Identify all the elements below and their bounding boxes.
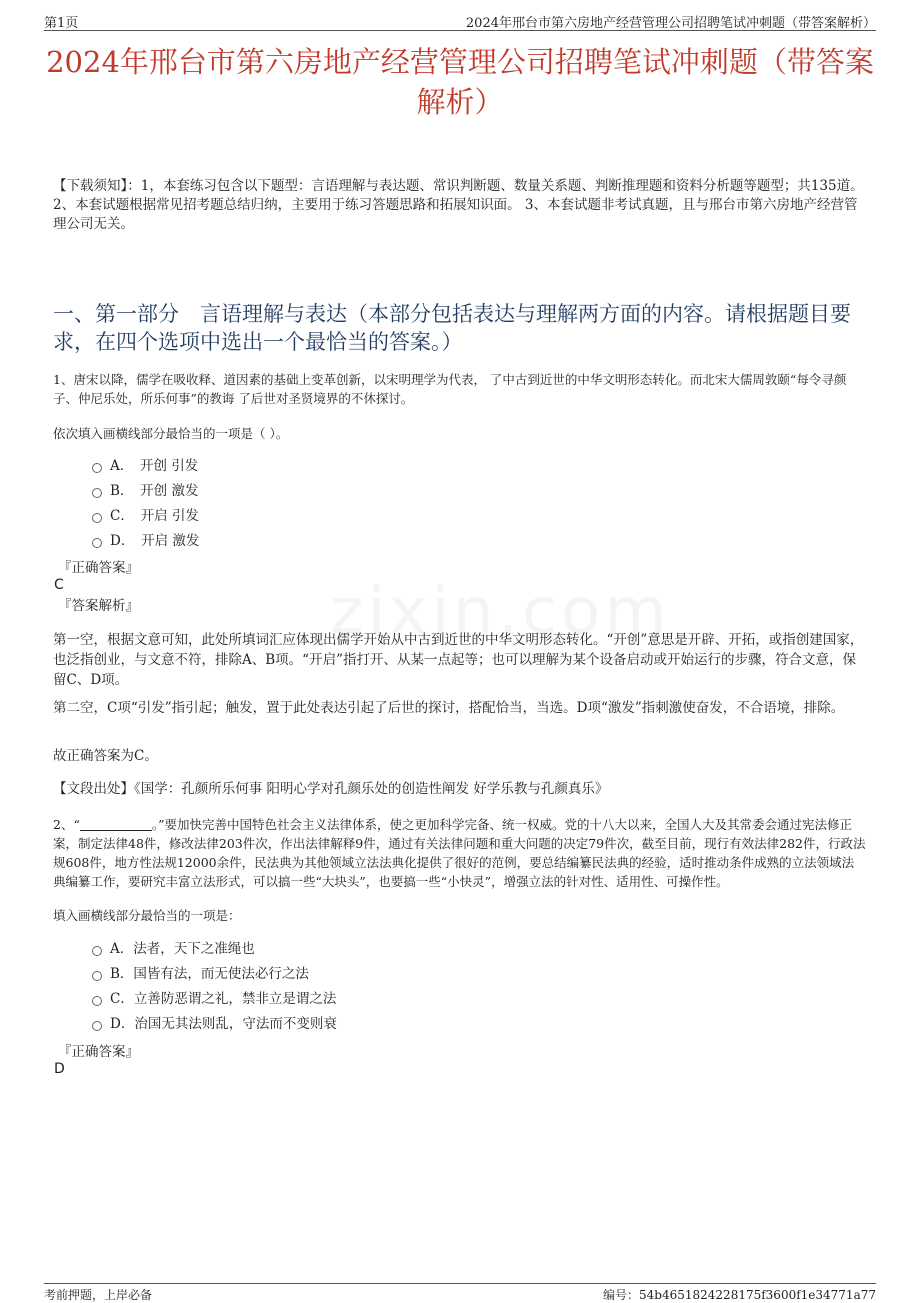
q1-analysis-1: 第一空，根据文意可知，此处所填词汇应体现出儒学开始从中古到近世的中华文明形态转化。“开创”意思是开辟、开拓，或指创建国家，也泛指创业，与文意不符，排除A、B项。“开启”指打开、从某一点起等；也可以理解为某个设备启动或开始运行的步骤，符合文意，保留C、D项。: [53, 632, 864, 688]
radio-icon[interactable]: [92, 538, 102, 548]
q1-stem: 1、唐宋以降，儒学在吸收释、道因素的基础上变革创新，以宋明理学为代表， 了中古到近世的中华文明形态转化。而北宋大儒周敦颐“每令寻颜子、仲尼乐处，所乐何事”的教诲 了后世对圣贤境界的不休探讨。: [53, 372, 847, 406]
footer-slogan: 考前押题，上岸必备: [44, 1288, 153, 1302]
radio-icon[interactable]: [92, 971, 102, 981]
q2-stem-prefix: 2、“: [53, 817, 80, 832]
q2-answer-label: 『正确答案』: [58, 1044, 139, 1060]
radio-icon[interactable]: [92, 463, 102, 473]
page-number: 第1页: [44, 16, 79, 31]
q1-option-d[interactable]: [92, 532, 199, 550]
q1-analysis-label: 『答案解析』: [58, 598, 139, 614]
q1-option-a[interactable]: [92, 457, 198, 475]
q2-option-a[interactable]: [92, 940, 255, 958]
q1-prompt: 依次填入画横线部分最恰当的一项是（ ）。: [53, 426, 289, 441]
option-label: A． 开创 引发: [110, 458, 199, 474]
q1-option-b[interactable]: [92, 482, 198, 500]
option-label: A．法者，天下之准绳也: [110, 941, 255, 957]
option-label: D．治国无其法则乱，守法而不变则衰: [110, 1016, 337, 1032]
q1-answer: C: [54, 577, 64, 593]
page-header: [44, 10, 876, 31]
q2-blank: [80, 817, 152, 831]
q1-answer-label: 『正确答案』: [58, 560, 139, 576]
q1-analysis-2: 第二空，C项“引发”指引起；触发，置于此处表达引起了后世的探讨，搭配恰当，当选。D项“激发”指刺激使奋发，不合语境，排除。: [53, 700, 845, 716]
q1-analysis-3: 故正确答案为C。: [53, 748, 158, 764]
q1-source: 【文段出处】《国学：孔颜所乐何事 阳明心学对孔颜乐处的创造性阐发 好学乐教与孔颜真乐》: [53, 781, 609, 797]
q2-option-b[interactable]: [92, 965, 309, 983]
radio-icon[interactable]: [92, 996, 102, 1006]
q2-prompt: 填入画横线部分最恰当的一项是：: [53, 908, 241, 923]
q2-answer: D: [54, 1061, 65, 1077]
option-label: B．国皆有法，而无使法必行之法: [110, 966, 309, 982]
option-label: B． 开创 激发: [110, 483, 199, 499]
q2-stem-text: 。”要加快完善中国特色社会主义法律体系，使之更加科学完备、统一权威。党的十八大以来，全国人大及其常委会通过宪法修正案，制定法律48件，修改法律203件次，作出法律解释9件，通过有关法律问题和重大问题的决定79件次，截至目前，现行有效法律282件，行政法规608件，地方性法规12000余件，民法典为其他领域立法法典化提供了很好的范例，要总结编纂民法典的经验，适时推动条件成熟的立法领域法典编纂工作，要研究丰富立法形式，可以搞一些“大块头”，也要搞一些“小快灵”，增强立法的针对性、适用性、可操作性。: [53, 817, 866, 889]
radio-icon[interactable]: [92, 488, 102, 498]
option-label: C．立善防恶谓之礼，禁非立是谓之法: [110, 991, 337, 1007]
radio-icon[interactable]: [92, 513, 102, 523]
q2-option-d[interactable]: [92, 1015, 337, 1033]
footer-doc-id: 编号：54b4651824228175f3600f1e34771a77: [603, 1288, 876, 1302]
radio-icon[interactable]: [92, 1021, 102, 1031]
q1-option-c[interactable]: [92, 507, 199, 525]
page-footer: [44, 1283, 876, 1302]
option-label: C． 开启 引发: [110, 508, 199, 524]
section-heading: 一、第一部分 言语理解与表达（本部分包括表达与理解两方面的内容。请根据题目要求，在四个选项中选出一个最恰当的答案。）: [53, 302, 851, 354]
q2-stem: [53, 815, 866, 891]
radio-icon[interactable]: [92, 946, 102, 956]
download-notice: 【下载须知】：1，本套练习包含以下题型：言语理解与表达题、常识判断题、数量关系题、判断推理题和资料分析题等题型；共135道。 2、本套试题根据常见招考题总结归纳，主要用于练习答题思路和拓展知识面。 3、本套试题非考试真题，且与邢台市第六房地产经营管理公司无关。: [53, 178, 864, 232]
header-doc-title: 2024年邢台市第六房地产经营管理公司招聘笔试冲刺题（带答案解析）: [465, 16, 876, 31]
q2-option-c[interactable]: [92, 990, 336, 1008]
option-label: D． 开启 激发: [110, 533, 200, 549]
page-title: 2024年邢台市第六房地产经营管理公司招聘笔试冲刺题（带答案解析）: [46, 45, 874, 119]
